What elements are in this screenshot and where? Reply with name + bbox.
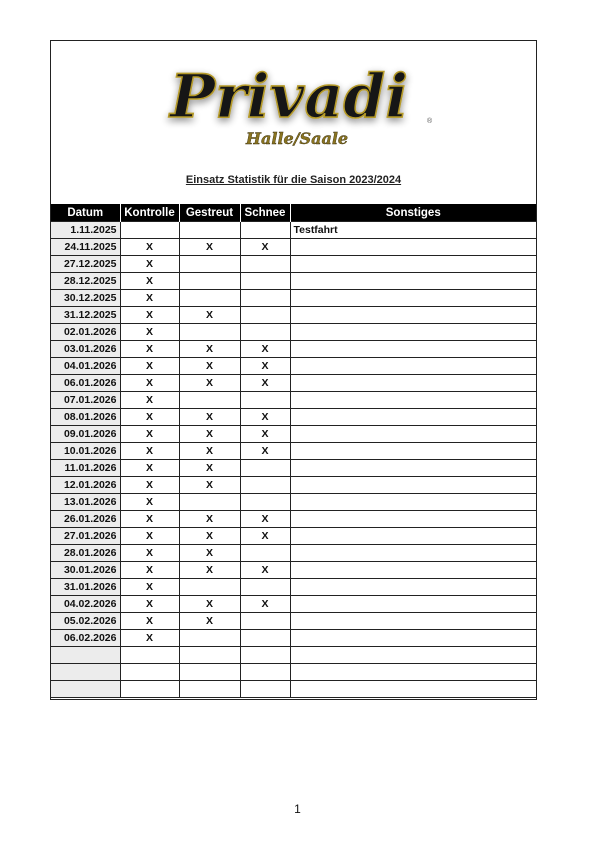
cell-gestreut — [179, 290, 240, 307]
cell-schnee — [240, 545, 290, 562]
cell-kontrolle — [120, 681, 179, 698]
cell-schnee — [240, 664, 290, 681]
cell-schnee — [240, 273, 290, 290]
cell-gestreut: X — [179, 239, 240, 256]
cell-gestreut: X — [179, 613, 240, 630]
brand-text: Privadi — [169, 62, 409, 132]
registered-mark: ® — [427, 118, 433, 125]
cell-gestreut — [179, 273, 240, 290]
cell-gestreut — [179, 256, 240, 273]
cell-datum: 27.01.2026 — [51, 528, 120, 545]
cell-kontrolle — [120, 647, 179, 664]
table-row — [51, 443, 536, 460]
table-row — [51, 375, 536, 392]
table-row — [51, 630, 536, 647]
header-gestreut: Gestreut — [179, 204, 240, 222]
cell-datum: 04.01.2026 — [51, 358, 120, 375]
cell-sonstiges — [290, 511, 536, 528]
cell-gestreut: X — [179, 341, 240, 358]
table-row — [51, 324, 536, 341]
logo — [51, 41, 536, 206]
cell-sonstiges — [290, 477, 536, 494]
table-row — [51, 545, 536, 562]
cell-schnee — [240, 290, 290, 307]
document-subtitle: Einsatz Statistik für die Saison 2023/2024 — [185, 174, 402, 186]
cell-datum: 06.01.2026 — [51, 375, 120, 392]
table-row — [51, 341, 536, 358]
cell-kontrolle: X — [120, 477, 179, 494]
cell-gestreut: X — [179, 409, 240, 426]
table-row — [51, 273, 536, 290]
cell-sonstiges — [290, 256, 536, 273]
cell-schnee: X — [240, 341, 290, 358]
cell-kontrolle: X — [120, 460, 179, 477]
cell-datum: 30.12.2025 — [51, 290, 120, 307]
cell-schnee — [240, 324, 290, 341]
cell-kontrolle: X — [120, 545, 179, 562]
cell-schnee — [240, 477, 290, 494]
table-row — [51, 460, 536, 477]
location-text: Halle/Saale — [245, 129, 349, 148]
cell-datum: 04.02.2026 — [51, 596, 120, 613]
cell-datum: 30.01.2026 — [51, 562, 120, 579]
cell-gestreut: X — [179, 443, 240, 460]
cell-sonstiges — [290, 341, 536, 358]
table-row — [51, 579, 536, 596]
table-row — [51, 613, 536, 630]
table-row — [51, 528, 536, 545]
cell-gestreut: X — [179, 358, 240, 375]
cell-sonstiges — [290, 358, 536, 375]
table-row — [51, 222, 536, 239]
season-stats-table — [51, 204, 536, 698]
cell-gestreut — [179, 630, 240, 647]
cell-schnee — [240, 256, 290, 273]
cell-datum: 1.11.2025 — [51, 222, 120, 239]
cell-schnee — [240, 647, 290, 664]
cell-sonstiges — [290, 375, 536, 392]
cell-sonstiges — [290, 426, 536, 443]
cell-kontrolle: X — [120, 239, 179, 256]
page-number: 1 — [294, 802, 301, 816]
cell-kontrolle: X — [120, 528, 179, 545]
cell-schnee: X — [240, 358, 290, 375]
table-row — [51, 392, 536, 409]
cell-datum: 28.12.2025 — [51, 273, 120, 290]
cell-kontrolle: X — [120, 341, 179, 358]
cell-datum: 31.01.2026 — [51, 579, 120, 596]
cell-schnee: X — [240, 443, 290, 460]
cell-gestreut: X — [179, 545, 240, 562]
cell-gestreut — [179, 579, 240, 596]
cell-schnee: X — [240, 562, 290, 579]
cell-kontrolle: X — [120, 324, 179, 341]
cell-kontrolle: X — [120, 613, 179, 630]
cell-sonstiges — [290, 664, 536, 681]
cell-gestreut: X — [179, 477, 240, 494]
cell-gestreut: X — [179, 307, 240, 324]
cell-gestreut: X — [179, 562, 240, 579]
cell-schnee — [240, 681, 290, 698]
cell-gestreut — [179, 324, 240, 341]
cell-kontrolle: X — [120, 562, 179, 579]
cell-gestreut — [179, 681, 240, 698]
cell-sonstiges — [290, 630, 536, 647]
cell-datum: 26.01.2026 — [51, 511, 120, 528]
cell-schnee: X — [240, 596, 290, 613]
cell-kontrolle — [120, 222, 179, 239]
table-row — [51, 239, 536, 256]
cell-gestreut — [179, 222, 240, 239]
cell-gestreut: X — [179, 528, 240, 545]
cell-datum: 05.02.2026 — [51, 613, 120, 630]
header-sonstiges: Sonstiges — [290, 204, 536, 222]
cell-kontrolle: X — [120, 426, 179, 443]
cell-sonstiges — [290, 528, 536, 545]
cell-kontrolle: X — [120, 256, 179, 273]
document-frame — [50, 40, 537, 700]
cell-sonstiges — [290, 596, 536, 613]
cell-gestreut: X — [179, 460, 240, 477]
cell-gestreut: X — [179, 511, 240, 528]
table-row — [51, 562, 536, 579]
cell-gestreut: X — [179, 596, 240, 613]
cell-schnee — [240, 613, 290, 630]
cell-sonstiges — [290, 290, 536, 307]
cell-datum: 07.01.2026 — [51, 392, 120, 409]
cell-schnee: X — [240, 511, 290, 528]
cell-datum: 11.01.2026 — [51, 460, 120, 477]
cell-sonstiges — [290, 460, 536, 477]
cell-datum: 02.01.2026 — [51, 324, 120, 341]
cell-datum: 31.12.2025 — [51, 307, 120, 324]
cell-kontrolle: X — [120, 290, 179, 307]
table-row — [51, 426, 536, 443]
cell-sonstiges — [290, 647, 536, 664]
table-header-row — [51, 204, 536, 222]
cell-sonstiges — [290, 443, 536, 460]
cell-datum: 28.01.2026 — [51, 545, 120, 562]
cell-schnee: X — [240, 375, 290, 392]
cell-sonstiges — [290, 409, 536, 426]
cell-schnee: X — [240, 528, 290, 545]
cell-kontrolle: X — [120, 273, 179, 290]
cell-sonstiges — [290, 579, 536, 596]
table-row — [51, 290, 536, 307]
cell-schnee — [240, 579, 290, 596]
cell-datum — [51, 681, 120, 698]
cell-kontrolle: X — [120, 392, 179, 409]
cell-sonstiges — [290, 307, 536, 324]
cell-gestreut: X — [179, 375, 240, 392]
cell-sonstiges — [290, 273, 536, 290]
cell-datum: 10.01.2026 — [51, 443, 120, 460]
cell-datum — [51, 664, 120, 681]
cell-schnee — [240, 494, 290, 511]
cell-sonstiges: Testfahrt — [290, 222, 536, 239]
cell-gestreut — [179, 494, 240, 511]
table-row — [51, 494, 536, 511]
table-row — [51, 409, 536, 426]
table-row — [51, 256, 536, 273]
cell-sonstiges — [290, 494, 536, 511]
table-row — [51, 307, 536, 324]
cell-gestreut — [179, 392, 240, 409]
header-kontrolle: Kontrolle — [120, 204, 179, 222]
cell-datum: 12.01.2026 — [51, 477, 120, 494]
cell-kontrolle: X — [120, 511, 179, 528]
cell-kontrolle — [120, 664, 179, 681]
cell-gestreut — [179, 664, 240, 681]
cell-sonstiges — [290, 324, 536, 341]
header-datum: Datum — [51, 204, 120, 222]
cell-datum: 24.11.2025 — [51, 239, 120, 256]
cell-gestreut — [179, 647, 240, 664]
cell-sonstiges — [290, 681, 536, 698]
cell-schnee — [240, 630, 290, 647]
header-schnee: Schnee — [240, 204, 290, 222]
cell-sonstiges — [290, 545, 536, 562]
table-row — [51, 358, 536, 375]
cell-schnee: X — [240, 239, 290, 256]
cell-kontrolle: X — [120, 443, 179, 460]
cell-datum: 27.12.2025 — [51, 256, 120, 273]
cell-datum: 03.01.2026 — [51, 341, 120, 358]
cell-gestreut: X — [179, 426, 240, 443]
cell-sonstiges — [290, 239, 536, 256]
privadi-logo — [51, 41, 536, 171]
cell-schnee — [240, 222, 290, 239]
table-row — [51, 596, 536, 613]
cell-kontrolle: X — [120, 596, 179, 613]
cell-schnee: X — [240, 409, 290, 426]
cell-sonstiges — [290, 562, 536, 579]
cell-datum: 09.01.2026 — [51, 426, 120, 443]
cell-kontrolle: X — [120, 375, 179, 392]
cell-schnee — [240, 392, 290, 409]
cell-schnee: X — [240, 426, 290, 443]
cell-sonstiges — [290, 613, 536, 630]
table-row — [51, 477, 536, 494]
cell-schnee — [240, 460, 290, 477]
cell-datum — [51, 647, 120, 664]
table-row — [51, 664, 536, 681]
table-row — [51, 647, 536, 664]
cell-kontrolle: X — [120, 579, 179, 596]
cell-kontrolle: X — [120, 409, 179, 426]
cell-kontrolle: X — [120, 494, 179, 511]
cell-schnee — [240, 307, 290, 324]
cell-datum: 08.01.2026 — [51, 409, 120, 426]
cell-datum: 06.02.2026 — [51, 630, 120, 647]
cell-kontrolle: X — [120, 307, 179, 324]
cell-sonstiges — [290, 392, 536, 409]
cell-datum: 13.01.2026 — [51, 494, 120, 511]
table-row — [51, 681, 536, 698]
cell-kontrolle: X — [120, 358, 179, 375]
table-row — [51, 511, 536, 528]
cell-kontrolle: X — [120, 630, 179, 647]
